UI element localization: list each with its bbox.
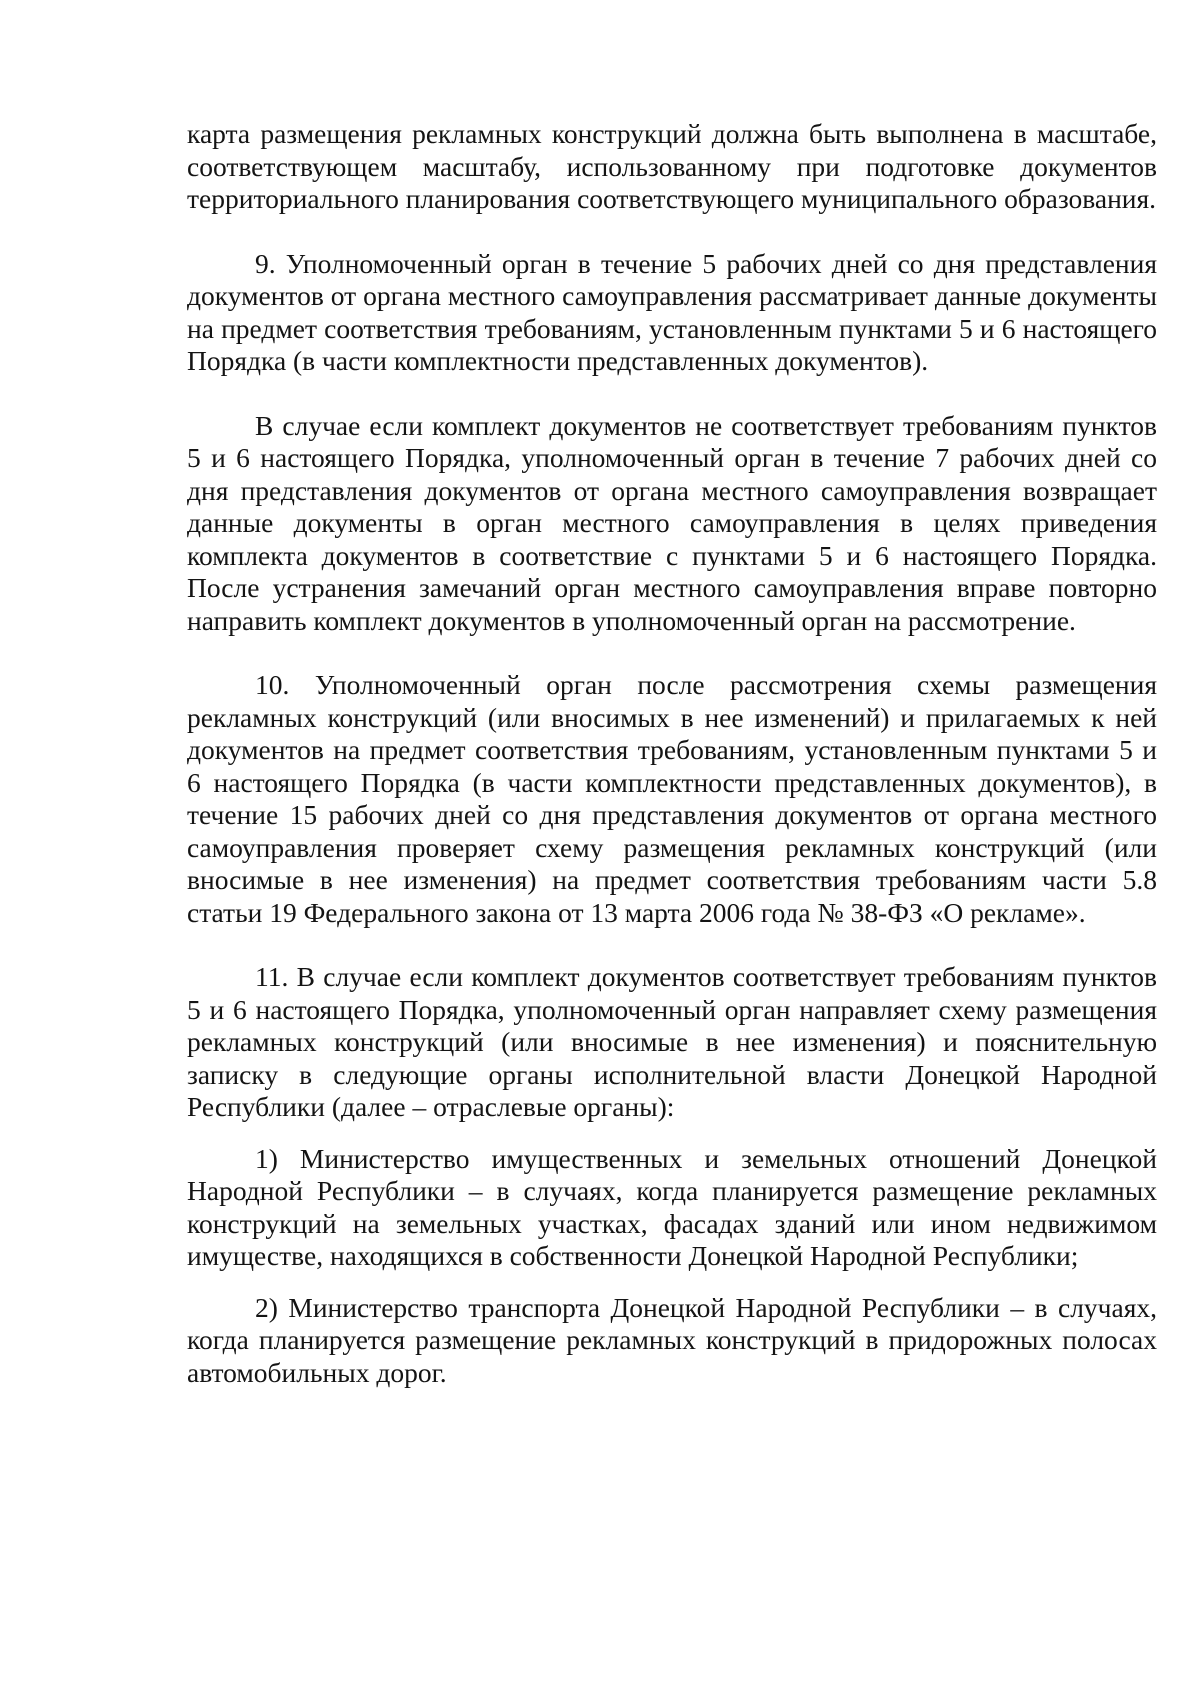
paragraph-item-9: 9. Уполномоченный орган в течение 5 рабочих дней со дня представления документов от органа местного самоуправления рассматривает данные документы на предмет соответствия требованиям, установленным пунктами 5 и 6 настоящего Порядка (в части комплектности представленных документов). <box>187 247 1157 376</box>
document-body <box>187 118 1157 1389</box>
paragraph-item-11-sub-1: 1) Министерство имущественных и земельных отношений Донецкой Народной Республики – в случаях, когда планируется размещение рекламных конструкций на земельных участках, фасадах зданий или ином недвижимом имуществе, находящихся в собственности Донецкой Народной Республики; <box>187 1142 1157 1271</box>
paragraph-map-scale: карта размещения рекламных конструкций должна быть выполнена в масштабе, соответствующем масштабу, использованному при подготовке документов территориального планирования соответствующего муниципального образования. <box>187 118 1157 214</box>
paragraph-item-9-return: В случае если комплект документов не соответствует требованиям пунктов 5 и 6 настоящего Порядка, уполномоченный орган в течение 7 рабочих дней со дня представления документов от органа местного самоуправления возвращает данные документы в орган местного самоуправления в целях приведения комплекта документов в соответствие с пунктами 5 и 6 настоящего Порядка. После устранения замечаний орган местного самоуправления вправе повторно направить комплект документов в уполномоченный орган на рассмотрение. <box>187 409 1157 636</box>
paragraph-item-10: 10. Уполномоченный орган после рассмотрения схемы размещения рекламных конструкций (или вносимых в нее изменений) и прилагаемых к ней документов на предмет соответствия требованиям, установленным пунктами 5 и 6 настоящего Порядка (в части комплектности представленных документов), в течение 15 рабочих дней со дня представления документов от органа местного самоуправления проверяет схему размещения рекламных конструкций (или вносимые в нее изменения) на предмет соответствия требованиям части 5.8 статьи 19 Федерального закона от 13 марта 2006 года № 38-ФЗ «О рекламе». <box>187 669 1157 928</box>
paragraph-item-11-sub-2: 2) Министерство транспорта Донецкой Народной Республики – в случаях, когда планируется размещение рекламных конструкций в придорожных полосах автомобильных дорог. <box>187 1291 1157 1388</box>
paragraph-item-11: 11. В случае если комплект документов соответствует требованиям пунктов 5 и 6 настоящего Порядка, уполномоченный орган направляет схему размещения рекламных конструкций (или вносимые в нее изменения) и пояснительную записку в следующие органы исполнительной власти Донецкой Народной Республики (далее – отраслевые органы): <box>187 961 1157 1122</box>
